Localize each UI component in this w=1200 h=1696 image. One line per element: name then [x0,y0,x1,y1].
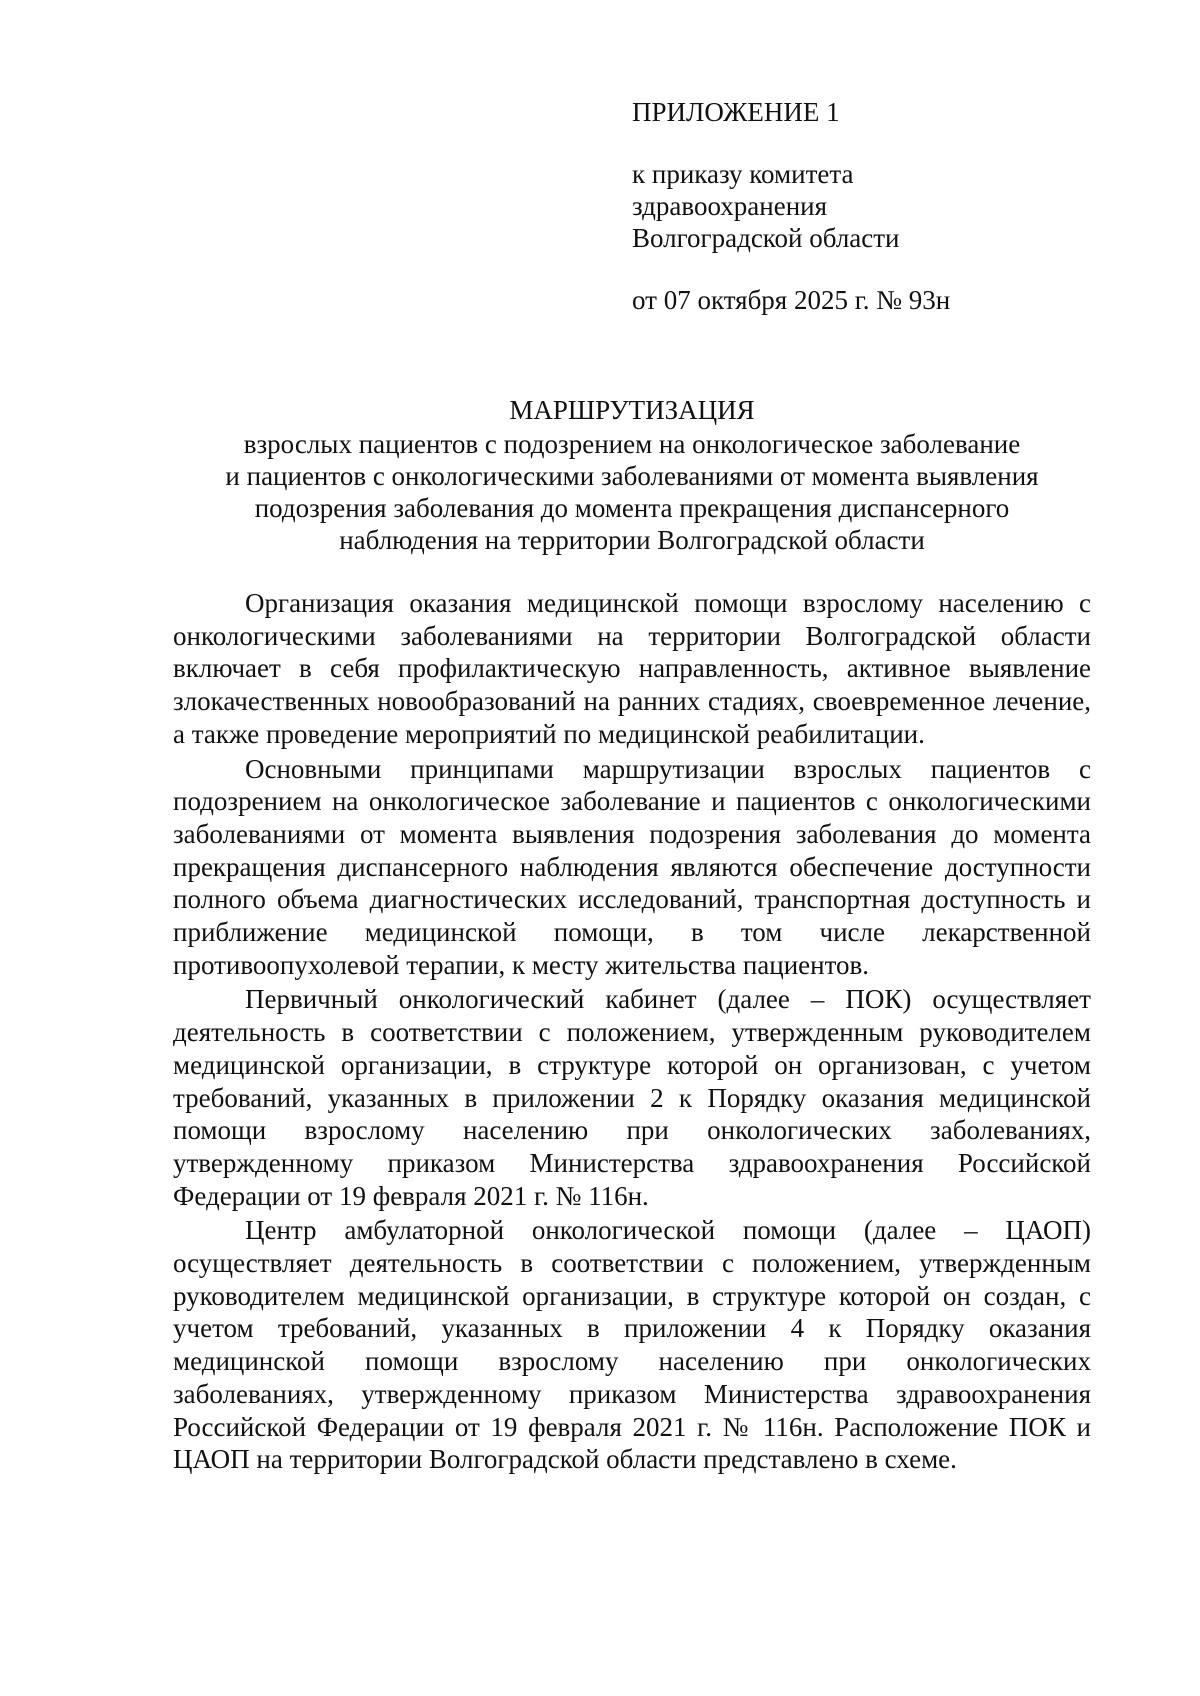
body-paragraph: Основными принципами маршрутизации взрослых пациентов с подозрением на онкологическое заболевание и пациентов с онкологическими заболеваниями от момента выявления подозрения заболевания до момента прекращения диспансерного наблюдения являются обеспечение доступности полного объема диагностических исследований, транспортная доступность и приближение медицинской помощи, в том числе лекарственной противоопухолевой терапии, к месту жительства пациентов. [173,753,1091,980]
document-subtitle-line: и пациентов с онкологическими заболеваниями от момента выявления [225,461,1039,491]
document-title-block [172,394,1092,556]
body-paragraph: Организация оказания медицинской помощи взрослому населению с онкологическими заболеваниями на территории Волгоградской области включает в себя профилактическую направленность, активное выявление злокачественных новообразований на ранних стадиях, своевременное лечение, а также проведение мероприятий по медицинской реабилитации. [173,588,1091,749]
annex-line: к приказу комитета [632,159,854,189]
body-paragraph: Центр амбулаторной онкологической помощи (далее – ЦАОП) осуществляет деятельность в соответствии с положением, утвержденным руководителем медицинской организации, в структуре которой он создан, с учетом требований, указанных в приложении 4 к Порядку оказания медицинской помощи взрослому населению при онкологических заболеваниях, утвержденному приказом Министерства здравоохранения Российской Федерации от 19 февраля 2021 г. № 116н. Расположение ПОК и ЦАОП на территории Волгоградской области представлено в схеме. [173,1215,1091,1475]
annex-line: Волгоградской области [632,223,900,253]
document-subtitle-line: наблюдения на территории Волгоградской области [339,525,925,555]
body-paragraph: Первичный онкологический кабинет (далее – ПОК) осуществляет деятельность в соответствии с положением, утвержденным руководителем медицинской организации, в структуре которой он организован, с учетом требований, указанных в приложении 2 к Порядку оказания медицинской помощи взрослому населению при онкологических заболеваниях, утвержденному приказом Министерства здравоохранения Российской Федерации от 19 февраля 2021 г. № 116н. [173,984,1091,1211]
document-body [173,587,1091,1478]
document-subtitle-line: подозрения заболевания до момента прекращения диспансерного [254,493,1010,523]
annex-date: от 07 октября 2025 г. № 93н [632,285,951,315]
annex-title: ПРИЛОЖЕНИЕ 1 [632,97,840,127]
annex-header [632,96,1112,316]
document-subtitle-line: взрослых пациентов с подозрением на онкологическое заболевание [243,429,1021,459]
document-title: МАРШРУТИЗАЦИЯ [509,395,755,425]
annex-line: здравоохранения [632,191,828,221]
